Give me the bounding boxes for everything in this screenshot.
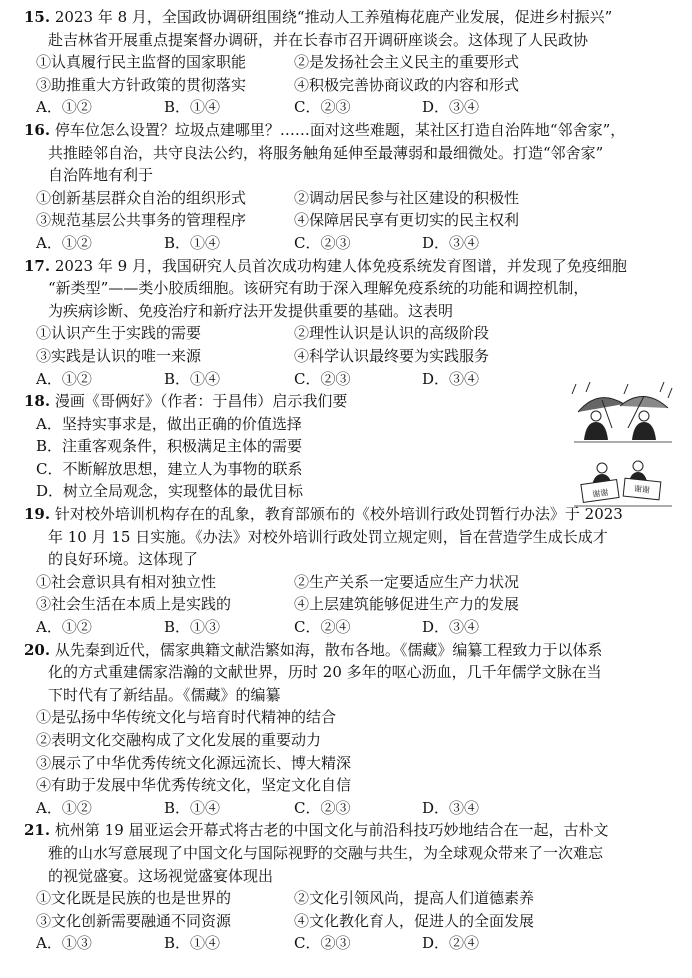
- question-number: 20.: [24, 640, 51, 659]
- question-17: [24, 255, 678, 391]
- answer-choice: B．①④: [164, 233, 221, 252]
- question-stem-line: 雅的山水写意展现了中国文化与国际视野的交融与共生，为全球观众带来了一次难忘: [48, 843, 604, 862]
- answer-choice: A．①②: [36, 98, 92, 117]
- option: ②生产关系一定要适应生产力状况: [294, 572, 520, 591]
- question-number: 18.: [24, 392, 51, 411]
- question-stem-line: 的良好环境。这体现了: [48, 550, 199, 569]
- question-stem: 20. 从先秦到近代，儒家典籍文献浩繁如海，散布各地。《儒藏》编纂工程致力于以体系: [24, 640, 603, 659]
- answers-row: [24, 232, 678, 255]
- question-number: 21.: [24, 821, 51, 840]
- option: ①创新基层群众自治的组织形式: [36, 188, 247, 207]
- options-row: [24, 322, 678, 345]
- answer-choice: D．③④: [422, 369, 480, 388]
- options-row: [24, 571, 678, 594]
- answer-choice: A．①②: [36, 618, 92, 637]
- question-stem-line: 为疾病诊断、免疫治疗和新疗法开发提供重要的基础。这表明: [48, 301, 454, 320]
- question-stem-line: 年 10 月 15 日实施。《办法》对校外培训行政处罚立规定则，旨在营造学生成长成才: [48, 527, 608, 546]
- question-15: [24, 6, 678, 119]
- answer-choice: B．①④: [164, 934, 221, 953]
- question-stem-line: 共推睦邻自治，共守良法公约，将服务触角延伸至最薄弱和最细微处。打造“邻舍家”: [48, 143, 604, 162]
- option: B．注重客观条件，积极满足主体的需要: [36, 437, 303, 456]
- option: ④科学认识最终要为实践服务: [294, 346, 490, 365]
- question-stem: 18. 漫画《哥俩好》（作者：于昌伟）启示我们要: [24, 392, 348, 411]
- options-row: [24, 910, 678, 933]
- answer-choice: A．①③: [36, 934, 92, 953]
- option: C．不断解放思想，建立人为事物的联系: [36, 459, 303, 478]
- answer-choice: C．②③: [294, 369, 351, 388]
- answer-choice: C．②③: [294, 98, 351, 117]
- option: ①认识产生于实践的需要: [36, 324, 202, 343]
- option: ②理性认识是认识的高级阶段: [294, 324, 490, 343]
- cartoon-sign-text: 谢谢: [633, 484, 651, 495]
- options-row: [24, 74, 678, 97]
- answer-choice: D．③④: [422, 798, 480, 817]
- options-row: [24, 187, 678, 210]
- question-19: [24, 503, 678, 639]
- option: ④上层建筑能够促进生产力的发展: [294, 595, 520, 614]
- question-16: [24, 119, 678, 255]
- answer-choice: B．①③: [164, 618, 221, 637]
- question-stem: 21. 杭州第 19 届亚运会开幕式将古老的中国文化与前沿科技巧妙地结合在一起，古朴文: [24, 821, 609, 840]
- question-18: [24, 390, 678, 503]
- cartoon-sign-text: 谢谢: [591, 487, 609, 500]
- question-stem-line: 自治阵地有利于: [48, 166, 154, 185]
- umbrella-cartoon-image: [568, 382, 678, 514]
- option: ③实践是认识的唯一来源: [36, 346, 202, 365]
- answer-choice: D．③④: [422, 98, 480, 117]
- answer-choice: D．③④: [422, 233, 480, 252]
- answer-choice: B．①④: [164, 98, 221, 117]
- answers-row: [24, 797, 678, 820]
- option: ④文化教化育人，促进人的全面发展: [294, 911, 535, 930]
- question-stem: 17. 2023 年 9 月，我国研究人员首次成功构建人体免疫系统发育图谱，并发现了免疫细胞: [24, 256, 627, 275]
- answer-choice: C．②③: [294, 798, 351, 817]
- answers-row: [24, 96, 678, 119]
- options-row: [24, 51, 678, 74]
- question-21: [24, 819, 678, 955]
- answer-choice: B．①④: [164, 798, 221, 817]
- option: ③社会生活在本质上是实践的: [36, 595, 232, 614]
- answer-choice: B．①④: [164, 369, 221, 388]
- option: ③文化创新需要融通不同资源: [36, 911, 232, 930]
- question-20: [24, 639, 678, 820]
- option: ④有助于发展中华优秀传统文化，坚定文化自信: [36, 776, 352, 795]
- question-stem-line: 下时代有了新结晶。《儒藏》的编纂: [48, 685, 281, 704]
- answer-choice: C．②④: [294, 618, 351, 637]
- answer-choice: C．②③: [294, 934, 351, 953]
- question-stem-line: 赴吉林省开展重点提案督办调研，并在长春市召开调研座谈会。这体现了人民政协: [48, 30, 589, 49]
- question-number: 17.: [24, 256, 51, 275]
- option: ③规范基层公共事务的管理程序: [36, 211, 247, 230]
- options-row: [24, 209, 678, 232]
- question-stem-line: “新类型”——类小胶质细胞。该研究有助于深入理解免疫系统的功能和调控机制，: [48, 279, 589, 298]
- option: ①文化既是民族的也是世界的: [36, 889, 232, 908]
- question-number: 15.: [24, 8, 51, 26]
- question-number: 16.: [24, 120, 51, 139]
- question-stem-line: 的视觉盛宴。这场视觉盛宴体现出: [48, 866, 274, 885]
- option: D．树立全局观念，实现整体的最优目标: [36, 482, 304, 501]
- option: ④保障居民享有更切实的民主权利: [294, 211, 520, 230]
- question-stem: 16. 停车位怎么设置？垃圾点建哪里？……面对这些难题，某社区打造自治阵地“邻舍家”，: [24, 120, 626, 139]
- option: ②是发扬社会主义民主的重要形式: [294, 53, 520, 72]
- options-row: [24, 887, 678, 910]
- answer-choice: A．①②: [36, 369, 92, 388]
- option: ②表明文化交融构成了文化发展的重要动力: [36, 731, 322, 749]
- option: ④积极完善协商议政的内容和形式: [294, 75, 520, 94]
- answer-choice: A．①②: [36, 233, 92, 252]
- question-stem: 19. 针对校外培训机构存在的乱象，教育部颁布的《校外培训行政处罚暂行办法》于 2023: [24, 505, 623, 524]
- answer-choice: A．①②: [36, 798, 92, 817]
- option: ③展示了中华优秀传统文化源远流长、博大精深: [36, 753, 352, 772]
- option: ②调动居民参与社区建设的积极性: [294, 188, 520, 207]
- option: ③助推重大方针政策的贯彻落实: [36, 75, 247, 94]
- question-stem-line: 化的方式重建儒家浩瀚的文献世界，历时 20 多年的呕心沥血，几千年儒学文脉在当: [48, 663, 602, 682]
- option: ②文化引领风尚，提高人们道德素养: [294, 889, 535, 908]
- option: ①社会意识具有相对独立性: [36, 572, 217, 591]
- question-stem: 15. 2023 年 8 月，全国政协调研组围绕“推动人工养殖梅花鹿产业发展，促进乡村振兴”: [24, 8, 613, 26]
- option: ①认真履行民主监督的国家职能: [36, 53, 247, 72]
- answers-row: [24, 616, 678, 639]
- answer-choice: C．②③: [294, 233, 351, 252]
- option: ①是弘扬中华传统文化与培育时代精神的结合: [36, 708, 337, 727]
- answer-choice: D．③④: [422, 618, 480, 637]
- answers-row: [24, 932, 678, 955]
- options-row: [24, 593, 678, 616]
- options-row: [24, 345, 678, 368]
- option: A．坚持实事求是，做出正确的价值选择: [36, 414, 302, 433]
- answer-choice: D．②④: [422, 934, 480, 953]
- question-number: 19.: [24, 505, 51, 524]
